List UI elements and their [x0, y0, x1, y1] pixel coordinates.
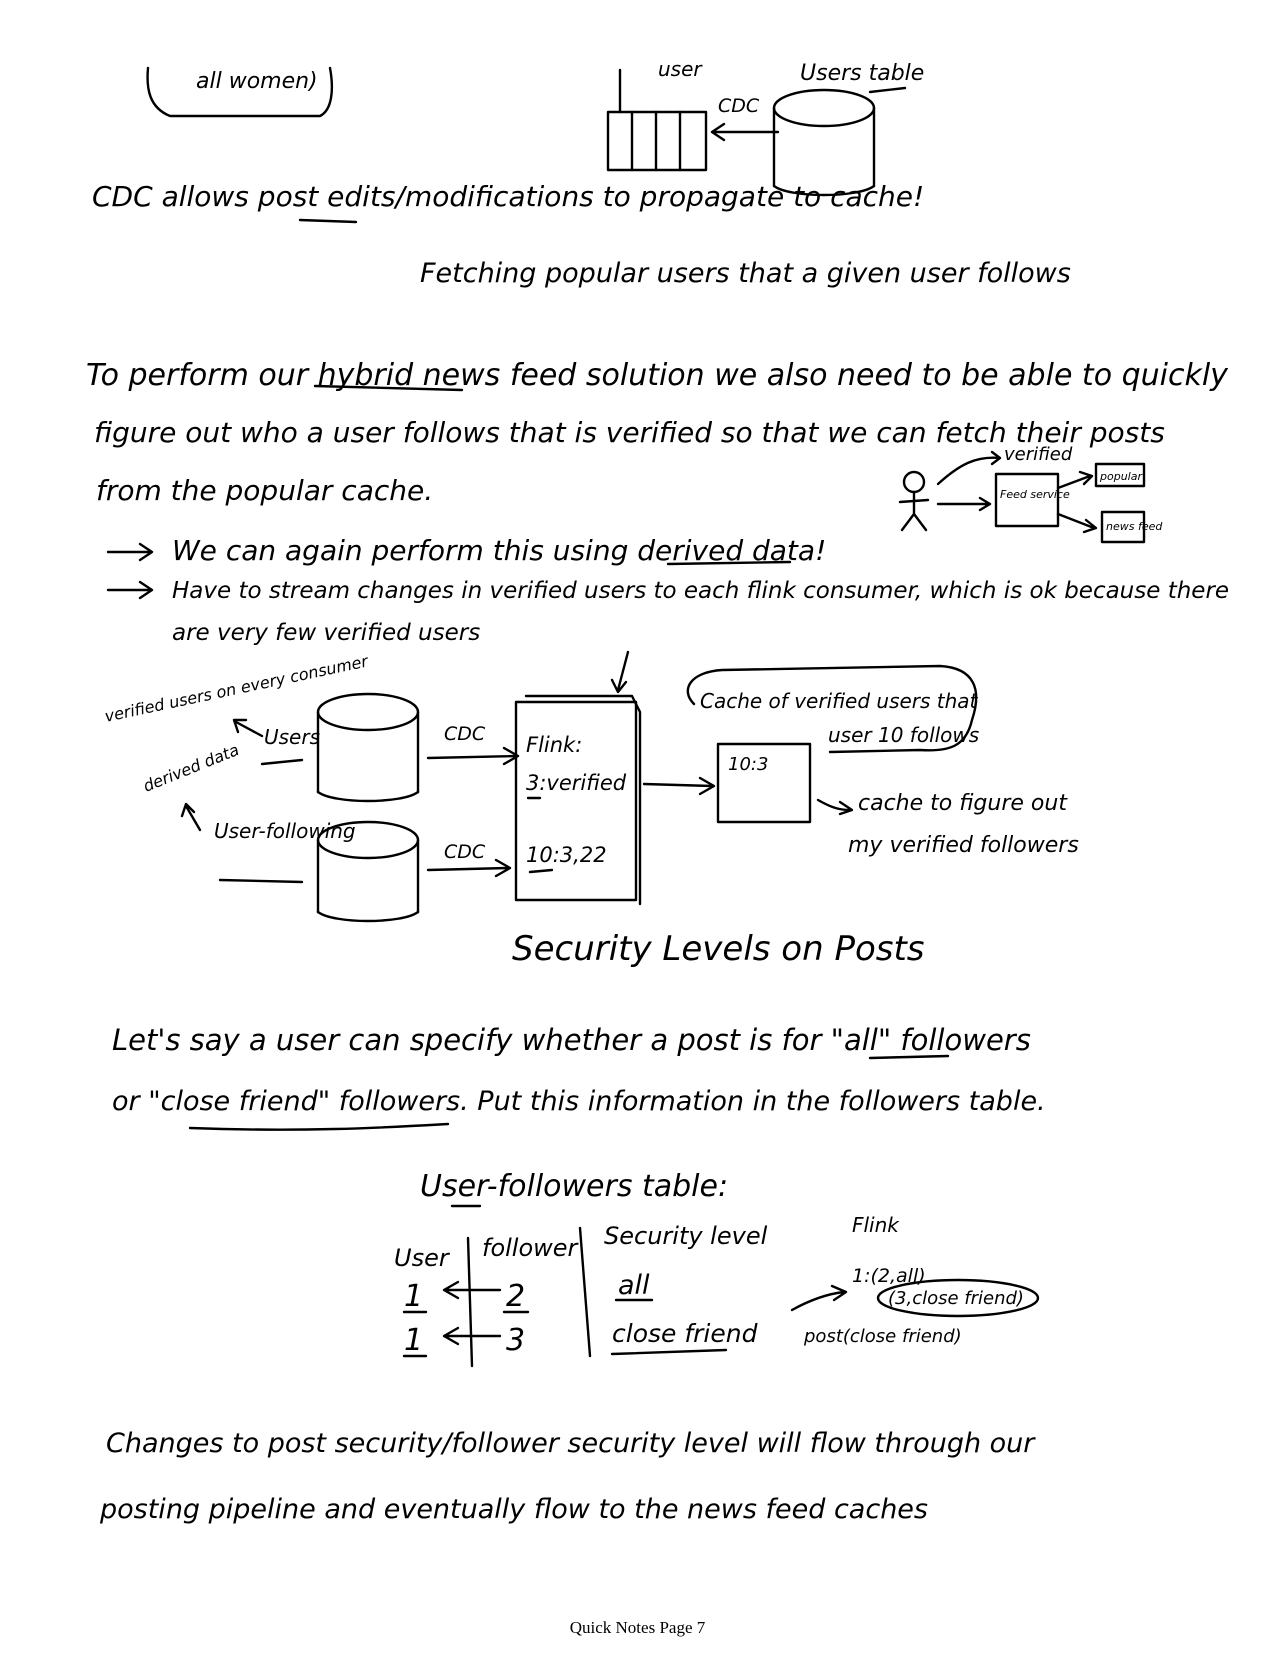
closing-line-1: Changes to post security/follower security level will flow through our	[106, 1428, 1035, 1459]
label-users: Users	[264, 725, 321, 749]
user-followers-table	[394, 1169, 768, 1366]
para2-line-2: or "close friend" followers. Put this information in the followers table.	[112, 1086, 1046, 1117]
cdc-label-top: CDC	[718, 95, 760, 117]
table-row	[404, 1270, 652, 1314]
arrow-bullet-icon	[108, 582, 152, 598]
header-follower: follower	[482, 1234, 578, 1262]
stick-figure-icon	[900, 472, 928, 530]
top-partial-diagram	[92, 57, 924, 222]
para-line-3: from the popular cache.	[96, 474, 434, 507]
bullet-1: We can again perform this using derived data!	[172, 534, 827, 567]
section2-paragraph	[112, 1023, 1046, 1130]
section1-bullets	[108, 534, 1229, 646]
bubble-fragment: all women)	[196, 69, 318, 94]
top-label-fragment-left: user	[658, 57, 702, 81]
cell-user: 1	[404, 1279, 424, 1314]
flink-line-1: 3:verified	[526, 771, 627, 795]
verified-users-diagram	[103, 651, 1079, 921]
cache-note-1: cache to figure out	[858, 791, 1067, 816]
flink-security-diagram	[792, 1213, 1038, 1347]
flink-title-2: Flink	[852, 1213, 899, 1237]
cell-follower: 3	[506, 1323, 526, 1358]
para-line-1: To perform our hybrid news feed solution we also need to be able to quickly	[86, 358, 1228, 393]
para-line-2: figure out who a user follows that is verified so that we can fetch their posts	[94, 416, 1165, 449]
para2-line-1: Let's say a user can specify whether a post is for "all" followers	[112, 1023, 1031, 1057]
flink-box	[516, 652, 640, 904]
table-title: User-followers table:	[420, 1169, 729, 1204]
flink-line-a: 1:(2,all)	[852, 1265, 926, 1287]
bullet-2-cont: are very few verified users	[172, 620, 481, 646]
page-footer: Quick Notes Page 7	[569, 1618, 706, 1637]
cache-bubble-text-1: Cache of verified users that	[700, 689, 978, 713]
cache-bubble-text-2: user 10 follows	[828, 723, 980, 747]
cdc-label-1: CDC	[444, 723, 486, 745]
mini-verified: verified	[1004, 444, 1073, 465]
mini-popular: popular	[1100, 470, 1142, 483]
note-verified-users: verified users on every consumer	[102, 651, 370, 726]
flink-line-b: (3,close friend)	[888, 1288, 1024, 1309]
closing-paragraph	[99, 1428, 1036, 1525]
cdc-label-2: CDC	[444, 841, 486, 863]
header-security-level: Security level	[604, 1222, 768, 1250]
closing-line-2: posting pipeline and eventually flow to the news feed caches	[100, 1494, 928, 1525]
header-user: User	[394, 1244, 449, 1272]
cdc-note: CDC allows post edits/modifications to propagate to cache!	[92, 180, 925, 213]
queue-icon	[608, 112, 706, 170]
section-heading-fetching: Fetching popular users that a given user follows	[420, 258, 1071, 289]
flink-line-2: 10:3,22	[526, 843, 607, 867]
flink-post: post(close friend)	[804, 1326, 962, 1347]
arrow-bullet-icon	[108, 544, 152, 560]
label-user-following: User-following	[214, 819, 356, 843]
cell-security-level: close friend	[612, 1319, 758, 1348]
users-table-label: Users table	[800, 61, 925, 86]
cache-note-2: my verified followers	[848, 833, 1079, 858]
cache-value: 10:3	[728, 754, 769, 775]
cell-follower: 2	[506, 1279, 526, 1314]
section-heading-security: Security Levels on Posts	[512, 929, 925, 969]
bullet-2: Have to stream changes in verified users to each flink consumer, which is ok because there	[172, 578, 1230, 604]
users-db-icon	[318, 694, 418, 801]
mini-news-feed: news feed	[1106, 520, 1163, 533]
cell-security-level: all	[618, 1270, 650, 1301]
mini-feed-diagram	[900, 444, 1163, 542]
table-row	[404, 1319, 758, 1358]
note-derived-data: derived data	[140, 740, 242, 796]
cell-user: 1	[404, 1323, 424, 1358]
mini-feed-service: Feed service	[1000, 488, 1070, 501]
flink-title: Flink:	[526, 733, 583, 757]
